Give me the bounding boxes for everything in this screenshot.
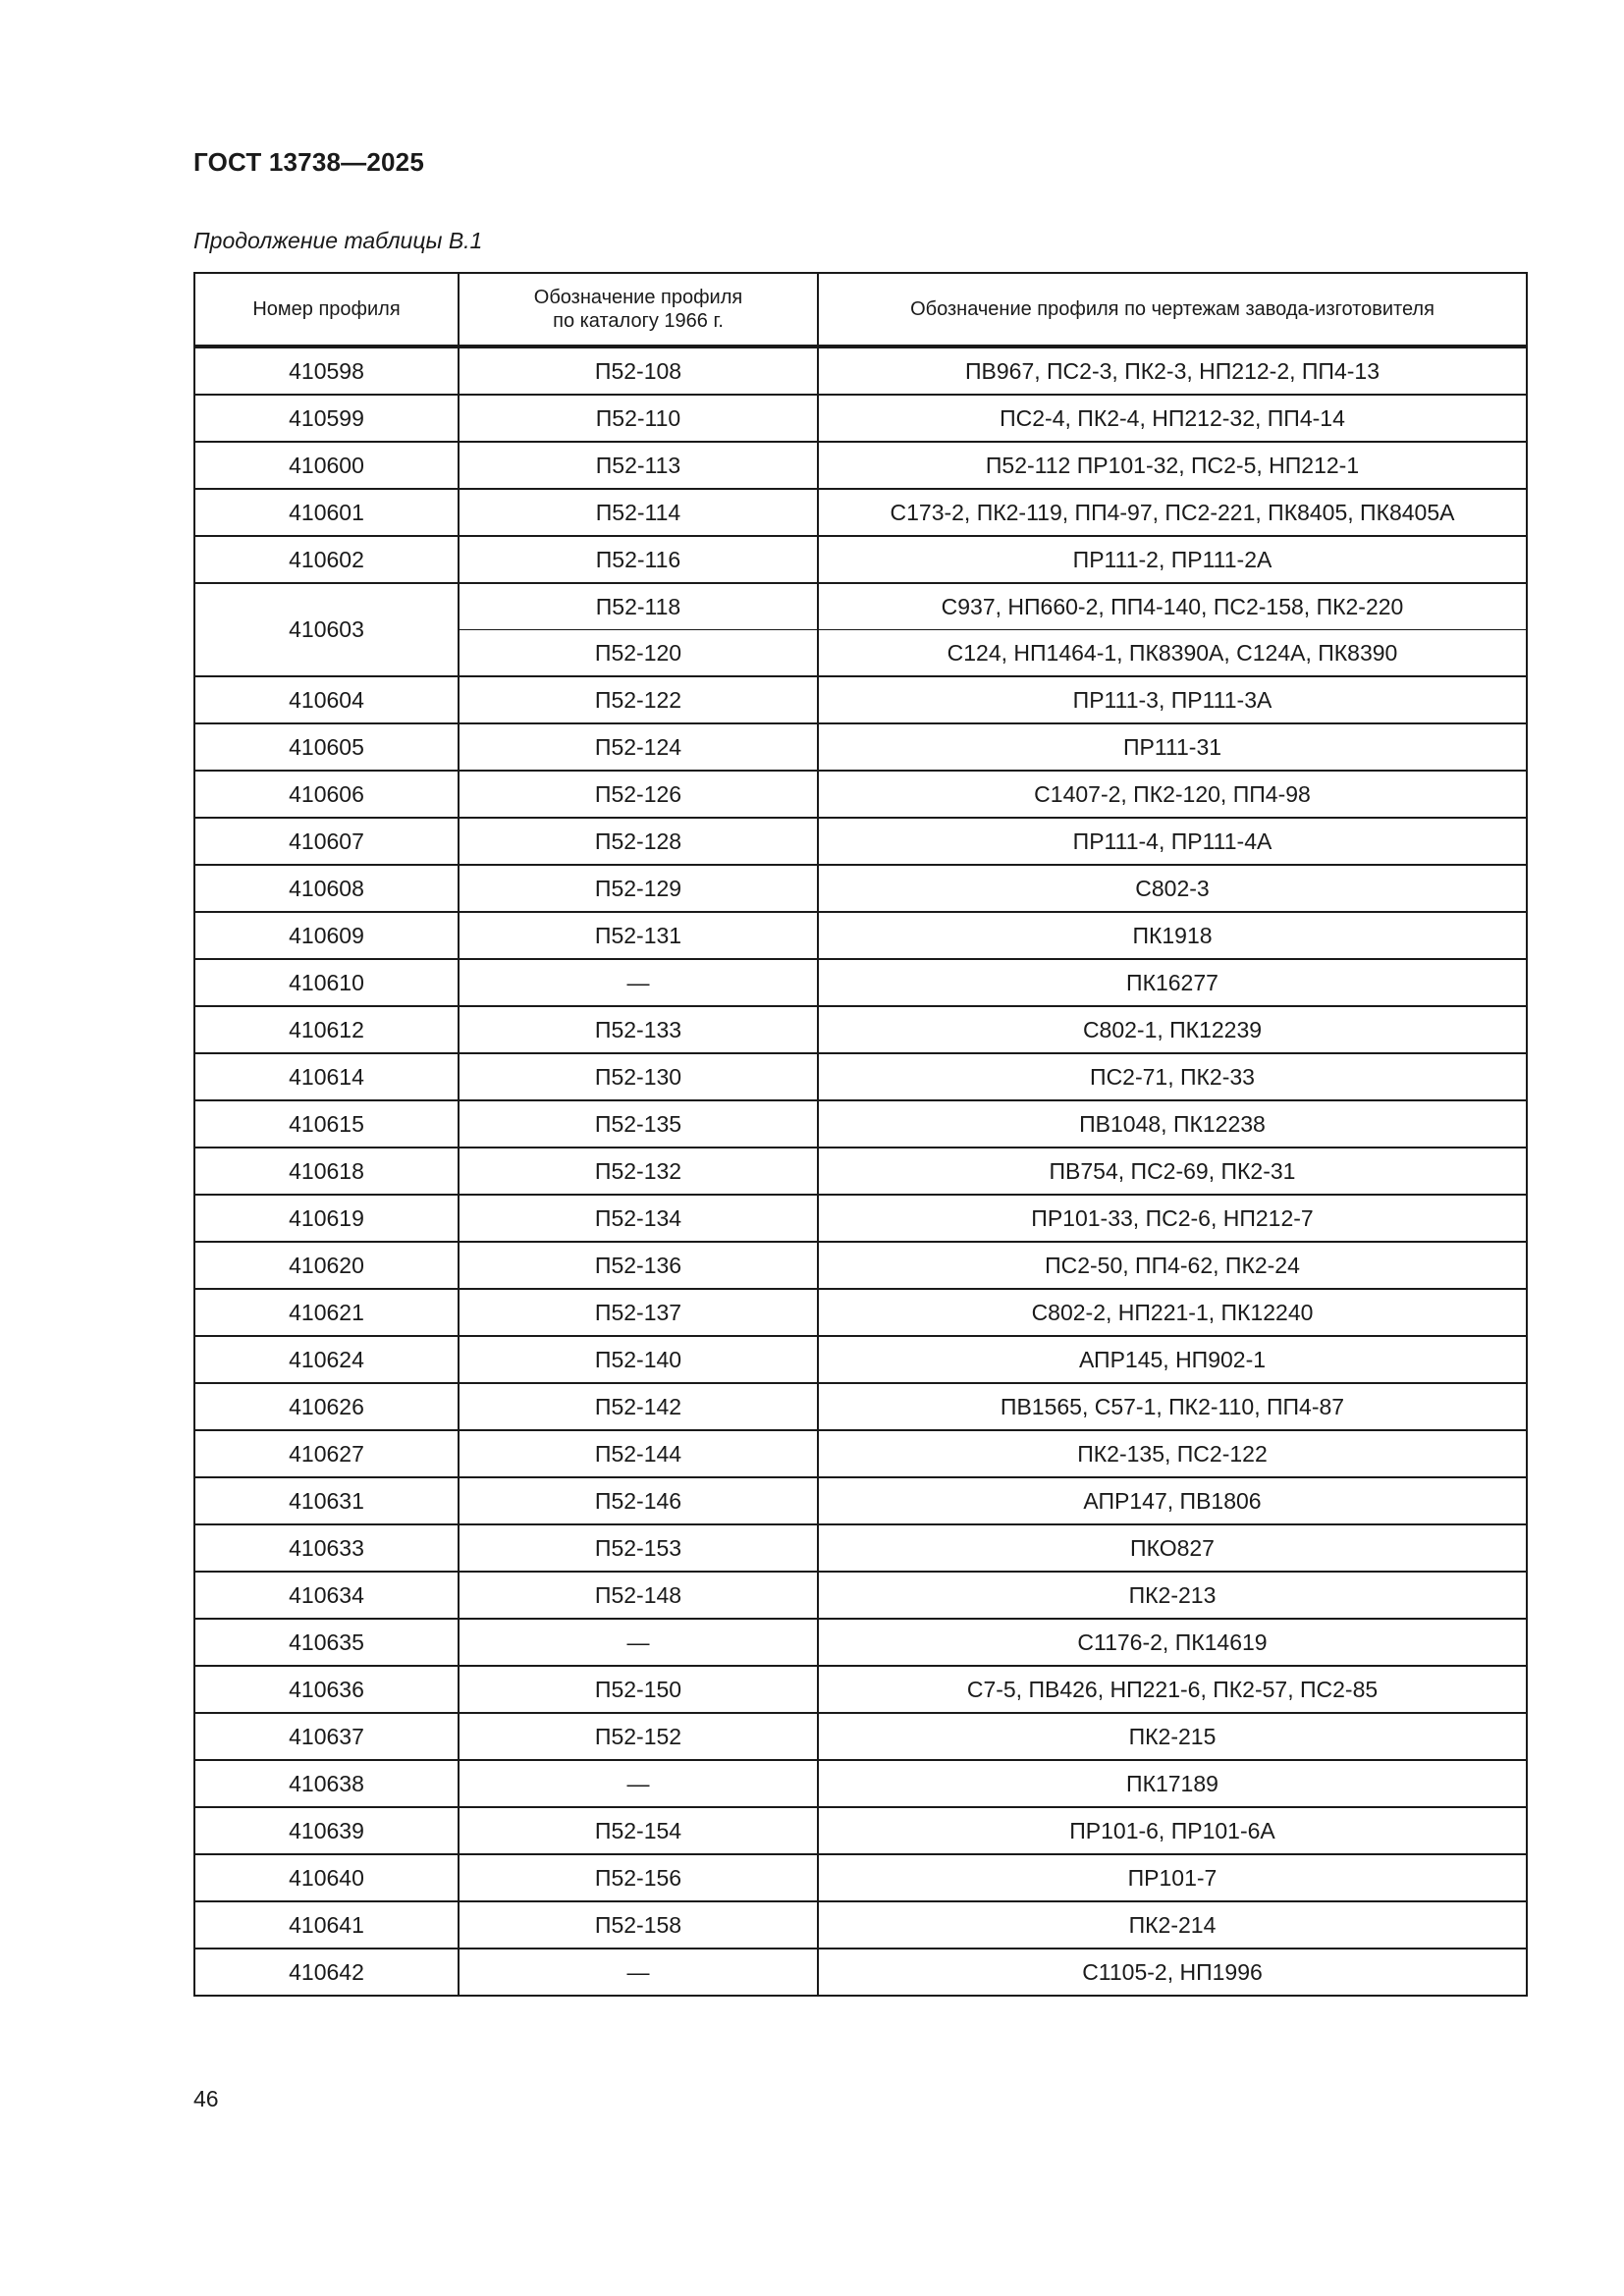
table-row [194, 1666, 1527, 1713]
table-row [194, 771, 1527, 818]
table-row [194, 959, 1527, 1006]
factory-designation-cell: С802-2, НП221-1, ПК12240 [818, 1289, 1527, 1336]
table-row [194, 1949, 1527, 1996]
page-number: 46 [193, 2086, 219, 2111]
profile-number-cell: 410640 [194, 1854, 459, 1901]
profile-number-cell: 410601 [194, 489, 459, 536]
table-row [194, 1524, 1527, 1572]
table-row [194, 395, 1527, 442]
profile-number-cell: 410608 [194, 865, 459, 912]
factory-designation-cell: С1407-2, ПК2-120, ПП4-98 [818, 771, 1527, 818]
table-row [194, 347, 1527, 395]
factory-designation-cell: ПВ754, ПС2-69, ПК2-31 [818, 1148, 1527, 1195]
factory-designation-cell: С124, НП1464-1, ПК8390А, С124А, ПК8390 [818, 630, 1527, 677]
profile-number-cell: 410606 [194, 771, 459, 818]
table-header [194, 273, 1527, 347]
profile-number-cell: 410614 [194, 1053, 459, 1100]
catalog-designation-cell: П52-148 [459, 1572, 818, 1619]
factory-designation-cell: ПР111-3, ПР111-3А [818, 676, 1527, 723]
catalog-designation-cell: — [459, 959, 818, 1006]
column-header-line: Обозначение профиля по чертежам завода-изготовителя [910, 298, 1435, 320]
table-row [194, 1006, 1527, 1053]
profile-number-cell: 410615 [194, 1100, 459, 1148]
factory-designation-cell: С802-1, ПК12239 [818, 1006, 1527, 1053]
profile-number-cell: 410631 [194, 1477, 459, 1524]
catalog-designation-cell: П52-116 [459, 536, 818, 583]
catalog-designation-cell: П52-122 [459, 676, 818, 723]
catalog-designation-cell: П52-136 [459, 1242, 818, 1289]
profile-number-cell: 410637 [194, 1713, 459, 1760]
catalog-designation-cell: П52-133 [459, 1006, 818, 1053]
catalog-designation-cell: П52-120 [459, 630, 818, 677]
column-header [194, 273, 459, 347]
factory-designation-cell: ПВ1565, С57-1, ПК2-110, ПП4-87 [818, 1383, 1527, 1430]
profile-number-cell: 410626 [194, 1383, 459, 1430]
table-row [194, 1053, 1527, 1100]
catalog-designation-cell: П52-134 [459, 1195, 818, 1242]
catalog-designation-cell: П52-152 [459, 1713, 818, 1760]
table-row [194, 1854, 1527, 1901]
column-header-line: по каталогу 1966 г. [553, 310, 724, 332]
factory-designation-cell: ПК2-135, ПС2-122 [818, 1430, 1527, 1477]
catalog-designation-cell: П52-131 [459, 912, 818, 959]
catalog-designation-cell: П52-129 [459, 865, 818, 912]
factory-designation-cell: ПК2-213 [818, 1572, 1527, 1619]
table-row [194, 1760, 1527, 1807]
catalog-designation-cell: — [459, 1949, 818, 1996]
factory-designation-cell: ПР111-4, ПР111-4А [818, 818, 1527, 865]
factory-designation-cell: ПВ1048, ПК12238 [818, 1100, 1527, 1148]
profile-number-cell: 410638 [194, 1760, 459, 1807]
catalog-designation-cell: П52-144 [459, 1430, 818, 1477]
factory-designation-cell: ПР101-6, ПР101-6А [818, 1807, 1527, 1854]
table-row [194, 1807, 1527, 1854]
document-header: ГОСТ 13738—2025 [193, 147, 424, 177]
factory-designation-cell: ПС2-4, ПК2-4, НП212-32, ПП4-14 [818, 395, 1527, 442]
table-caption: Продолжение таблицы В.1 [193, 228, 483, 253]
profile-number-cell: 410600 [194, 442, 459, 489]
catalog-designation-cell: П52-113 [459, 442, 818, 489]
factory-designation-cell: С802-3 [818, 865, 1527, 912]
profile-number-cell: 410642 [194, 1949, 459, 1996]
factory-designation-cell: ПР111-31 [818, 723, 1527, 771]
catalog-designation-cell: П52-108 [459, 347, 818, 395]
table-row [194, 1289, 1527, 1336]
profile-number-cell: 410602 [194, 536, 459, 583]
profile-number-cell: 410618 [194, 1148, 459, 1195]
profile-number-cell: 410621 [194, 1289, 459, 1336]
table-row [194, 489, 1527, 536]
factory-designation-cell: АПР145, НП902-1 [818, 1336, 1527, 1383]
table-row [194, 1901, 1527, 1949]
profile-number-cell: 410605 [194, 723, 459, 771]
factory-designation-cell: С173-2, ПК2-119, ПП4-97, ПС2-221, ПК8405, ПК8405А [818, 489, 1527, 536]
profile-number-cell: 410633 [194, 1524, 459, 1572]
table-row [194, 536, 1527, 583]
table-row [194, 1195, 1527, 1242]
catalog-designation-cell: П52-142 [459, 1383, 818, 1430]
catalog-designation-cell: П52-132 [459, 1148, 818, 1195]
factory-designation-cell: ПС2-50, ПП4-62, ПК2-24 [818, 1242, 1527, 1289]
table-row [194, 912, 1527, 959]
catalog-designation-cell: П52-118 [459, 583, 818, 630]
column-header [818, 273, 1527, 347]
factory-designation-cell: ПК2-214 [818, 1901, 1527, 1949]
catalog-designation-cell: П52-156 [459, 1854, 818, 1901]
factory-designation-cell: С7-5, ПВ426, НП221-6, ПК2-57, ПС2-85 [818, 1666, 1527, 1713]
catalog-designation-cell: П52-114 [459, 489, 818, 536]
profile-number-cell: 410610 [194, 959, 459, 1006]
profile-number-cell: 410627 [194, 1430, 459, 1477]
table-row [194, 676, 1527, 723]
factory-designation-cell: ПК2-215 [818, 1713, 1527, 1760]
profile-number-cell: 410635 [194, 1619, 459, 1666]
profile-number-cell: 410641 [194, 1901, 459, 1949]
profile-number-cell: 410609 [194, 912, 459, 959]
catalog-designation-cell: — [459, 1619, 818, 1666]
catalog-designation-cell: П52-146 [459, 1477, 818, 1524]
table-row [194, 1572, 1527, 1619]
table-row [194, 1430, 1527, 1477]
profile-number-cell: 410607 [194, 818, 459, 865]
profile-number-cell: 410634 [194, 1572, 459, 1619]
catalog-designation-cell: П52-124 [459, 723, 818, 771]
catalog-designation-cell: П52-110 [459, 395, 818, 442]
factory-designation-cell: ПК16277 [818, 959, 1527, 1006]
profile-number-cell: 410639 [194, 1807, 459, 1854]
factory-designation-cell: ПК1918 [818, 912, 1527, 959]
table-row [194, 1713, 1527, 1760]
factory-designation-cell: ПР111-2, ПР111-2А [818, 536, 1527, 583]
column-header-line: Номер профиля [252, 298, 401, 320]
profile-number-cell: 410619 [194, 1195, 459, 1242]
table-row [194, 1148, 1527, 1195]
table-body [194, 347, 1527, 1996]
profile-number-cell: 410636 [194, 1666, 459, 1713]
factory-designation-cell: ПК17189 [818, 1760, 1527, 1807]
factory-designation-cell: С1176-2, ПК14619 [818, 1619, 1527, 1666]
table-row [194, 1383, 1527, 1430]
table-row [194, 583, 1527, 630]
table-row [194, 1100, 1527, 1148]
table-row [194, 1619, 1527, 1666]
factory-designation-cell: С1105-2, НП1996 [818, 1949, 1527, 1996]
catalog-designation-cell: П52-153 [459, 1524, 818, 1572]
catalog-designation-cell: П52-130 [459, 1053, 818, 1100]
factory-designation-cell: ПС2-71, ПК2-33 [818, 1053, 1527, 1100]
profile-number-cell: 410599 [194, 395, 459, 442]
catalog-designation-cell: — [459, 1760, 818, 1807]
catalog-designation-cell: П52-150 [459, 1666, 818, 1713]
profile-number-cell: 410598 [194, 347, 459, 395]
table-row [194, 1477, 1527, 1524]
catalog-designation-cell: П52-128 [459, 818, 818, 865]
factory-designation-cell: ПКО827 [818, 1524, 1527, 1572]
profile-number-cell: 410624 [194, 1336, 459, 1383]
factory-designation-cell: П52-112 ПР101-32, ПС2-5, НП212-1 [818, 442, 1527, 489]
table-row [194, 1242, 1527, 1289]
table-row [194, 723, 1527, 771]
profile-number-cell: 410603 [194, 583, 459, 676]
table-header-row [194, 273, 1527, 347]
factory-designation-cell: С937, НП660-2, ПП4-140, ПС2-158, ПК2-220 [818, 583, 1527, 630]
factory-designation-cell: ПВ967, ПС2-3, ПК2-3, НП212-2, ПП4-13 [818, 347, 1527, 395]
catalog-designation-cell: П52-154 [459, 1807, 818, 1854]
catalog-designation-cell: П52-126 [459, 771, 818, 818]
catalog-designation-cell: П52-158 [459, 1901, 818, 1949]
factory-designation-cell: ПР101-7 [818, 1854, 1527, 1901]
catalog-designation-cell: П52-135 [459, 1100, 818, 1148]
table-row [194, 1336, 1527, 1383]
column-header [459, 273, 818, 347]
factory-designation-cell: АПР147, ПВ1806 [818, 1477, 1527, 1524]
column-header-line: Обозначение профиля [533, 287, 743, 308]
factory-designation-cell: ПР101-33, ПС2-6, НП212-7 [818, 1195, 1527, 1242]
profile-number-cell: 410620 [194, 1242, 459, 1289]
catalog-designation-cell: П52-137 [459, 1289, 818, 1336]
profile-number-cell: 410612 [194, 1006, 459, 1053]
table-row [194, 442, 1527, 489]
catalog-designation-cell: П52-140 [459, 1336, 818, 1383]
profile-number-cell: 410604 [194, 676, 459, 723]
table-row [194, 865, 1527, 912]
table-row [194, 818, 1527, 865]
profiles-table [193, 272, 1528, 1997]
